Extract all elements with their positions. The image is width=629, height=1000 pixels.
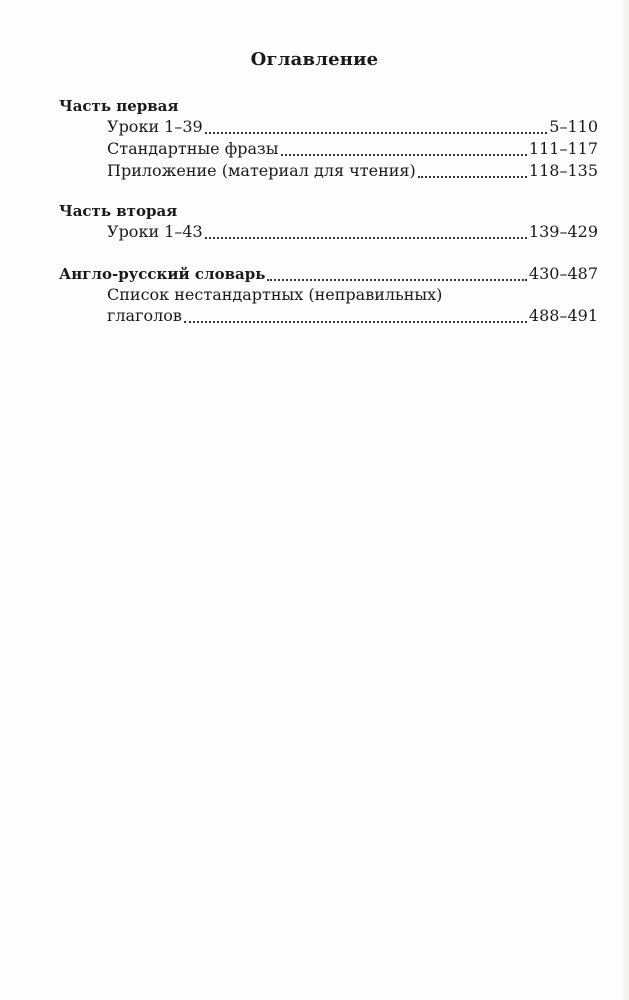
toc-entry-label: Стандартные фразы [107,139,279,158]
toc-entry-pages: 139–429 [528,222,598,241]
toc-entry-pages: 118–135 [528,161,598,180]
leader-dots [205,237,527,239]
toc-entry-label: Приложение (материал для чтения) [107,161,416,180]
toc-entry-pages: 111–117 [528,139,598,158]
toc-entry-dictionary[interactable] [59,264,598,286]
toc-entry-pages: 5–110 [549,117,598,136]
toc-entry-lessons-1-39[interactable] [107,117,598,139]
toc-entry-lessons-1-43[interactable] [107,222,598,244]
toc-entry-label: Уроки 1–43 [107,222,203,241]
toc-entry-pages: 488–491 [528,306,598,325]
leader-dots [281,154,527,156]
leader-dots [184,321,527,323]
leader-dots [205,132,548,134]
toc-entry-label: Уроки 1–39 [107,117,203,136]
page-edge-shadow [619,0,629,1000]
toc-entry-irregular-verbs[interactable] [107,306,598,328]
toc-entry-standard-phrases[interactable] [107,139,598,161]
toc-entry-irregular-verbs-line1: Список нестандартных (неправильных) [107,285,443,304]
part-one-heading: Часть первая [59,97,179,115]
leader-dots [418,176,527,178]
toc-entry-appendix[interactable] [107,161,598,183]
toc-entry-pages: 430–487 [528,264,598,283]
toc-entry-label: глаголов [107,306,182,325]
leader-dots [267,279,527,281]
toc-entry-label: Англо-русский словарь [59,265,266,283]
part-two-heading: Часть вторая [59,202,178,220]
toc-title: Оглавление [250,49,379,70]
